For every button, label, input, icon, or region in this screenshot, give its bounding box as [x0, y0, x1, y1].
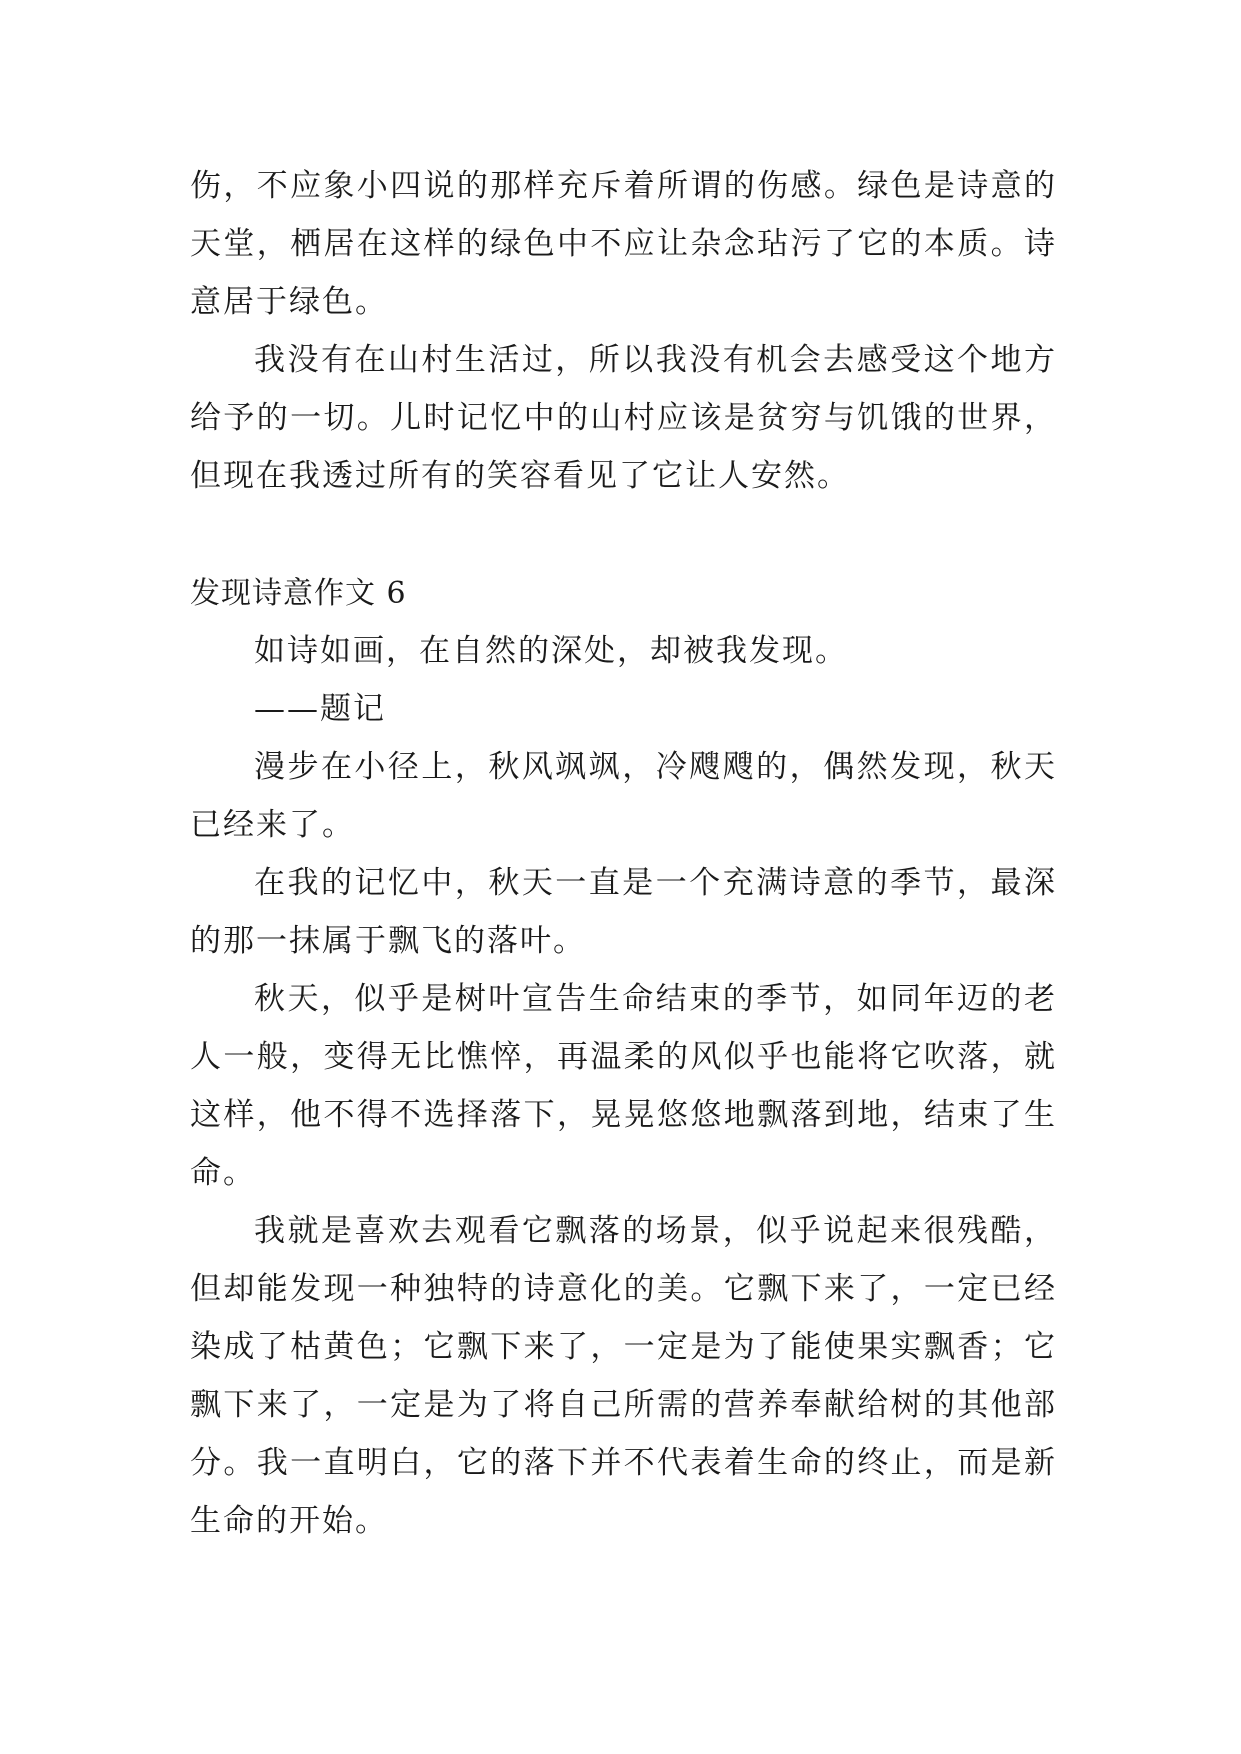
paragraph-line: 人一般，变得无比憔悴，再温柔的风似乎也能将它吹落，就 [190, 1039, 1055, 1075]
paragraph-line: 天堂，栖居在这样的绿色中不应让杂念玷污了它的本质。诗 [190, 226, 1055, 262]
paragraph-line: 伤，不应象小四说的那样充斥着所谓的伤感。绿色是诗意的 [190, 168, 1055, 204]
paragraph-line: 意居于绿色。 [190, 284, 388, 320]
paragraph-line: 这样，他不得不选择落下，晃晃悠悠地飘落到地，结束了生 [190, 1097, 1055, 1133]
paragraph-line: 染成了枯黄色；它飘下来了，一定是为了能使果实飘香；它 [190, 1329, 1055, 1365]
paragraph-line: 命。 [190, 1155, 256, 1191]
paragraph-line: 飘下来了，一定是为了将自己所需的营养奉献给树的其他部 [190, 1387, 1055, 1423]
paragraph-line: 我没有在山村生活过，所以我没有机会去感受这个地方 [254, 342, 1055, 378]
paragraph-line: 秋天，似乎是树叶宣告生命结束的季节，如同年迈的老 [254, 981, 1055, 1017]
paragraph-line: 漫步在小径上，秋风飒飒，冷飕飕的，偶然发现，秋天 [254, 749, 1055, 785]
epigraph-attribution: ——题记 [254, 691, 386, 727]
paragraph-line: 但现在我透过所有的笑容看见了它让人安然。 [190, 458, 850, 494]
paragraph-line: 在我的记忆中，秋天一直是一个充满诗意的季节，最深 [254, 865, 1055, 901]
essay-title: 发现诗意作文 6 [190, 576, 407, 611]
paragraph-line: 给予的一切。儿时记忆中的山村应该是贫穷与饥饿的世界， [190, 400, 1055, 436]
paragraph-line: 已经来了。 [190, 807, 355, 843]
paragraph-line: 我就是喜欢去观看它飘落的场景，似乎说起来很残酷， [254, 1213, 1055, 1249]
paragraph-line: 但却能发现一种独特的诗意化的美。它飘下来了，一定已经 [190, 1271, 1055, 1307]
paragraph-line: 分。我一直明白，它的落下并不代表着生命的终止，而是新 [190, 1445, 1055, 1481]
paragraph-line: 生命的开始。 [190, 1503, 388, 1539]
epigraph-line: 如诗如画，在自然的深处，却被我发现。 [254, 633, 848, 669]
paragraph-line: 的那一抹属于飘飞的落叶。 [190, 923, 586, 959]
